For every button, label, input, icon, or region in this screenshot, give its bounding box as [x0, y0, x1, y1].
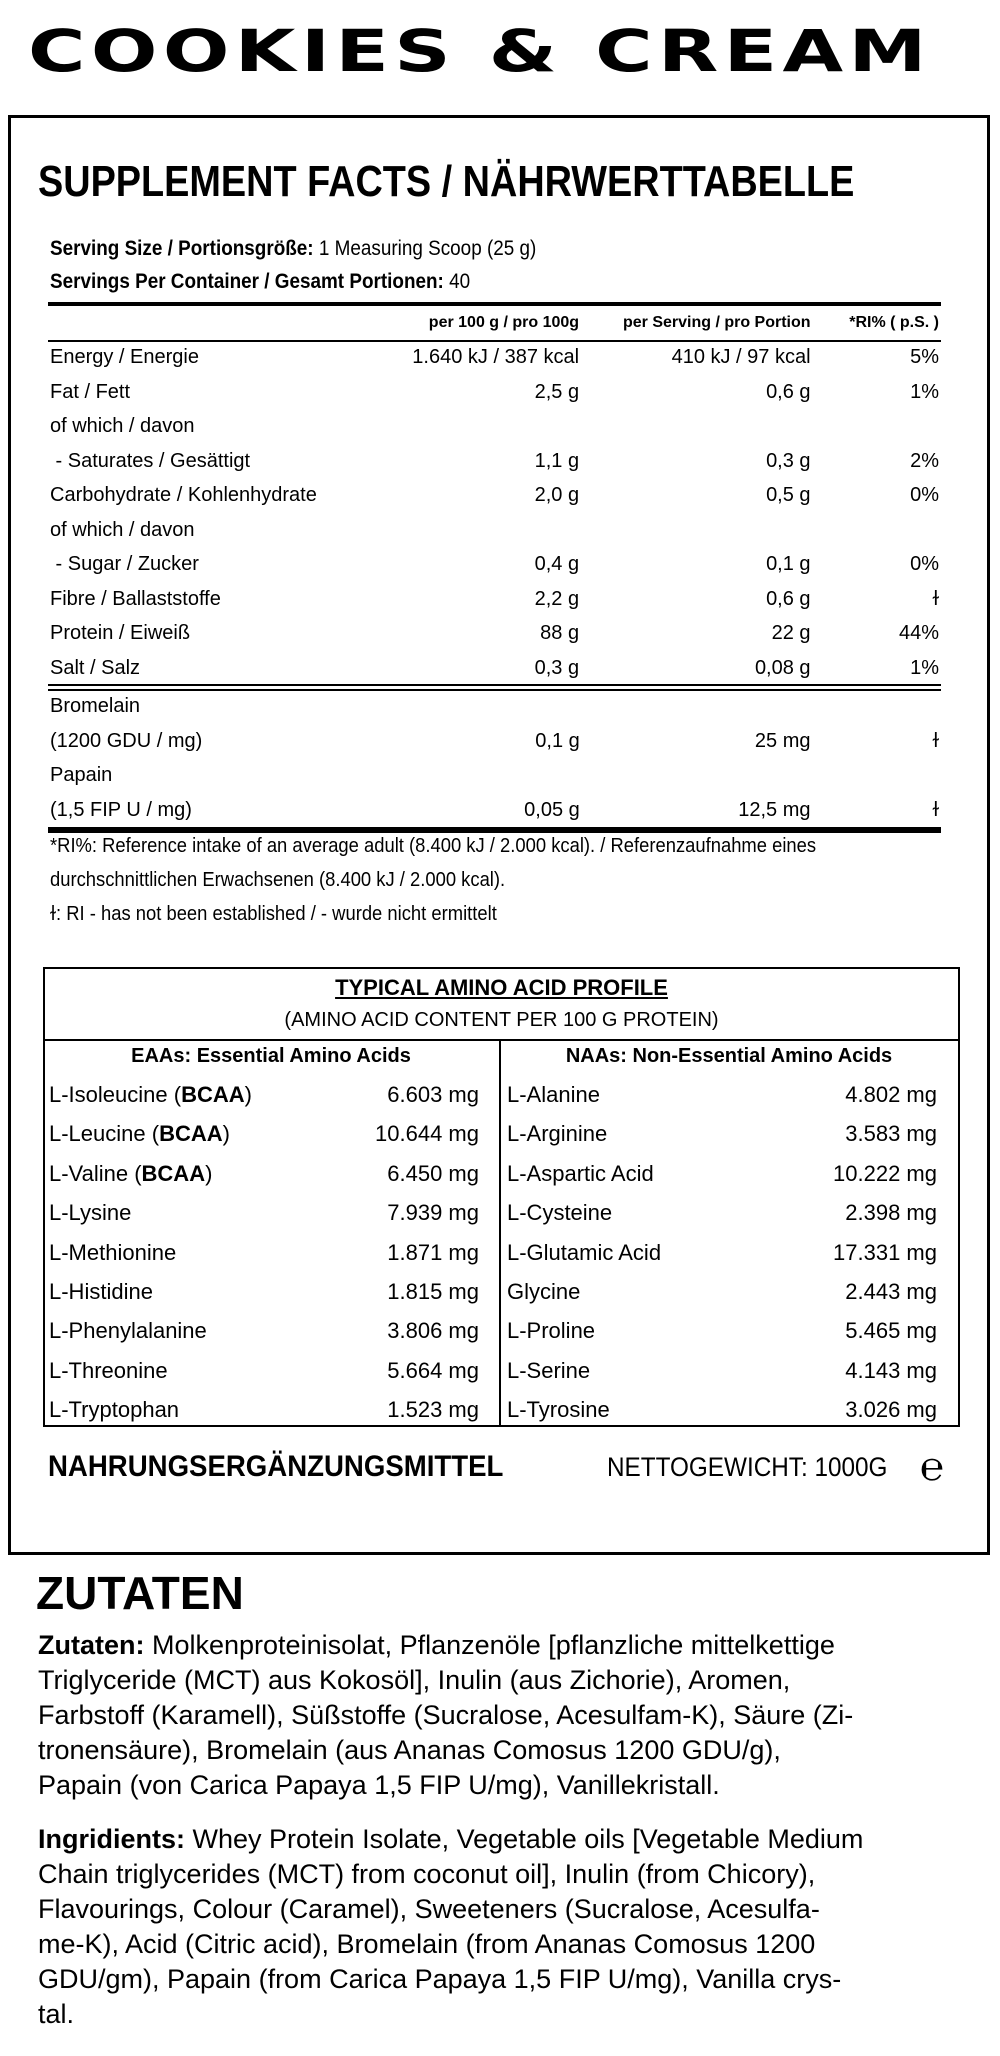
nutrition-cell: Fibre / Ballaststoffe [50, 587, 221, 610]
enzyme-cell: (1200 GDU / mg) [50, 729, 203, 752]
amino-acid-label: L-Tryptophan [49, 1397, 180, 1423]
amino-acid-value: 2.443 mg [845, 1278, 937, 1304]
nutrition-row [48, 616, 941, 651]
amino-acid-value: 6.603 mg [387, 1082, 479, 1107]
servings-per-container-value: 40 [443, 270, 471, 293]
nutrition-cell: 1.640 kJ / 387 kcal [412, 346, 580, 368]
nutrition-cell: Energy / Energie [50, 346, 199, 368]
nutrition-table [48, 305, 941, 685]
amino-acid-value: 2.398 mg [845, 1200, 937, 1226]
amino-acid-paren: ) [222, 1121, 230, 1147]
nutrition-row [48, 478, 941, 513]
amino-acid-row [45, 1351, 487, 1390]
amino-acid-row [503, 1154, 945, 1193]
enzyme-cell [814, 689, 941, 724]
enzyme-cell [347, 758, 584, 793]
nutrition-cell: 0,3 g [534, 656, 580, 679]
amino-acid-label: L-Histidine [49, 1278, 153, 1304]
ingredients-line: Chain triglycerides (MCT) from coconut oil], Inulin (from Chicory), [38, 1859, 816, 1889]
amino-acid-name [45, 1390, 179, 1429]
nutrition-header: per Serving / pro Portion [622, 314, 811, 331]
nutrition-cell [349, 513, 583, 548]
enzyme-cell [584, 689, 815, 724]
ingredients-line: Farbstoff (Karamell), Süßstoffe (Sucralose, Acesulfam-K), Säure (Zi- [38, 1700, 854, 1730]
amino-acid-label: L-Arginine [507, 1121, 608, 1147]
amino-acid-name [503, 1193, 612, 1232]
amino-acid-name [503, 1075, 600, 1114]
enzyme-cell [584, 758, 815, 793]
nutrition-cell: 22 g [771, 622, 811, 644]
amino-acid-value: 10.644 mg [375, 1121, 479, 1147]
amino-acid-name [503, 1351, 590, 1390]
enzyme-cell: 12,5 mg [738, 798, 811, 821]
ingredients-line: GDU/gm), Papain (from Carica Papaya 1,5 FIP U/mg), Vanilla crys- [38, 1964, 842, 1994]
amino-acid-label: L-Leucine ( [49, 1121, 160, 1147]
nutrition-cell: 0,3 g [766, 449, 811, 472]
nutrition-cell: Carbohydrate / Kohlenhydrate [50, 484, 317, 506]
bcaa-tag: BCAA [159, 1121, 223, 1147]
enzyme-row [48, 724, 941, 759]
nutrition-row [48, 340, 941, 375]
nutrition-cell: 2% [910, 449, 939, 472]
bcaa-tag: BCAA [181, 1082, 245, 1107]
nutrition-row [48, 547, 941, 582]
amino-acid-value: 7.939 mg [387, 1200, 479, 1226]
amino-acid-label: L-Lysine [49, 1200, 132, 1226]
nutrition-cell: 0% [910, 553, 939, 575]
estimated-sign-icon: ℮ [920, 1444, 945, 1490]
nutrition-row [48, 375, 941, 410]
nutrition-cell: 2,0 g [534, 484, 580, 506]
enzyme-cell: 0,05 g [524, 798, 580, 821]
nutrition-row [48, 651, 941, 686]
amino-acid-row [45, 1233, 487, 1272]
amino-acid-row [45, 1075, 487, 1114]
footnote-ri: *RI%: Reference intake of an average adult (8.400 kJ / 2.000 kcal). / Referenzaufnahme eines [50, 835, 817, 857]
nutrition-cell: - Sugar / Zucker [50, 553, 199, 575]
nutrition-cell [815, 409, 941, 444]
amino-acid-label: L-Threonine [49, 1357, 168, 1383]
amino-acid-paren: ) [244, 1082, 252, 1107]
product-title: COOKIES & CREAM [28, 17, 932, 85]
amino-acid-label: L-Aspartic Acid [507, 1160, 654, 1186]
nutrition-row [48, 409, 941, 444]
nutrition-cell: 0,4 g [534, 553, 580, 575]
amino-acid-label: L-Tyrosine [507, 1397, 610, 1423]
naa-list [503, 1075, 945, 1430]
nutrition-cell: 410 kJ / 97 kcal [671, 346, 811, 368]
nutrition-cell: 2,5 g [534, 380, 580, 403]
nutrition-cell: 0,6 g [766, 380, 811, 403]
amino-acid-row [45, 1193, 487, 1232]
nutrition-cell: 1% [910, 380, 939, 403]
nutrition-cell: 0,1 g [766, 553, 811, 575]
nutrition-cell: 0% [910, 484, 939, 506]
nutrition-row [48, 444, 941, 479]
enzyme-cell: ɫ [932, 798, 939, 821]
amino-acid-name [503, 1311, 595, 1350]
ingredients-line: tronensäure), Bromelain (aus Ananas Comosus 1200 GDU/g), [38, 1735, 781, 1765]
ingredients-line: Papain (von Carica Papaya 1,5 FIP U/mg), Vanillekristall. [38, 1770, 720, 1800]
nutrition-cell: of which / davon [50, 518, 195, 541]
amino-acid-label: L-Valine ( [49, 1160, 142, 1186]
amino-acid-name [45, 1311, 207, 1350]
ingredients-line: Triglyceride (MCT) aus Kokosöl], Inulin (aus Zichorie), Aromen, [38, 1665, 791, 1695]
amino-acid-name [45, 1193, 131, 1232]
amino-acid-row [503, 1114, 945, 1153]
serving-size [50, 237, 536, 261]
amino-acid-row [503, 1233, 945, 1272]
amino-acid-label: L-Proline [507, 1318, 596, 1344]
amino-acid-name [503, 1154, 654, 1193]
eaa-list [45, 1075, 487, 1430]
ingredients-label: Ingridients: [38, 1824, 185, 1854]
enzyme-cell: 0,1 g [535, 729, 580, 752]
nutrition-cell: Salt / Salz [50, 656, 141, 679]
amino-acid-value: 4.802 mg [845, 1082, 937, 1107]
enzyme-row [48, 689, 941, 724]
nutrition-cell: 88 g [540, 622, 580, 644]
amino-divider [43, 1039, 960, 1041]
nutrition-cell: 1,1 g [534, 449, 580, 472]
amino-acid-label: L-Cysteine [507, 1200, 613, 1226]
bcaa-tag: BCAA [141, 1160, 206, 1186]
amino-acid-value: 1.871 mg [387, 1239, 479, 1265]
amino-acid-name [45, 1233, 176, 1272]
amino-acid-name [45, 1351, 168, 1390]
nutrition-header: *RI% ( p.S. ) [849, 314, 939, 331]
amino-acid-value: 3.583 mg [845, 1121, 937, 1147]
naa-header: NAAs: Non-Essential Amino Acids [565, 1045, 893, 1067]
amino-acid-row [45, 1154, 487, 1193]
nutrition-cell: 0,08 g [754, 656, 811, 679]
amino-acid-value: 17.331 mg [833, 1239, 937, 1265]
amino-acid-name [503, 1233, 661, 1272]
amino-title: TYPICAL AMINO ACID PROFILE [335, 975, 668, 1000]
serving-size-value: 1 Measuring Scoop (25 g) [313, 237, 537, 260]
enzyme-cell: (1,5 FIP U / mg) [50, 798, 192, 821]
nutrition-cell [815, 513, 941, 548]
amino-acid-row [45, 1114, 487, 1153]
amino-acid-row [45, 1311, 487, 1350]
ingredients-line: me-K), Acid (Citric acid), Bromelain (from Ananas Comosus 1200 [38, 1929, 816, 1959]
amino-acid-row [503, 1311, 945, 1350]
enzyme-cell: ɫ [932, 729, 939, 752]
footnote-not-established: ɫ: RI - has not been established / - wurde nicht ermittelt [50, 903, 497, 925]
amino-acid-label: L-Glutamic Acid [507, 1239, 662, 1265]
amino-acid-value: 3.026 mg [845, 1397, 937, 1423]
nutrition-cell: of which / davon [50, 415, 195, 437]
nutrition-cell: Fat / Fett [50, 380, 131, 403]
nutrition-cell: 5% [910, 346, 939, 368]
ingredients-line: Whey Protein Isolate, Vegetable oils [Vegetable Medium [185, 1824, 864, 1854]
net-weight: NETTOGEWICHT: 1000G [607, 1452, 888, 1482]
nutrition-row [48, 582, 941, 617]
servings-per-container [50, 270, 470, 294]
amino-acid-label: L-Serine [507, 1357, 591, 1383]
nutrition-cell: 44% [898, 622, 939, 644]
amino-acid-value: 10.222 mg [833, 1160, 937, 1186]
amino-acid-label: Glycine [507, 1278, 581, 1304]
footnote-ri-cont: durchschnittlichen Erwachsenen (8.400 kJ / 2.000 kcal). [50, 869, 506, 891]
nutrition-cell [583, 409, 814, 444]
nutrition-cell: 0,6 g [766, 587, 811, 610]
amino-acid-name [503, 1272, 580, 1311]
amino-acid-name [503, 1390, 610, 1429]
amino-acid-row [503, 1075, 945, 1114]
amino-acid-value: 4.143 mg [845, 1357, 937, 1383]
nutrition-cell: Protein / Eiweiß [50, 622, 191, 644]
nutrition-cell: 1% [910, 656, 939, 679]
amino-acid-name [45, 1154, 212, 1193]
ingredients-label: Zutaten: [38, 1630, 145, 1660]
serving-size-label: Serving Size / Portionsgröße: [50, 237, 314, 260]
supplement-label: NAHRUNGSERGÄNZUNGSMITTEL [48, 1450, 504, 1483]
ingredients-line: Molkenproteinisolat, Pflanzenöle [pflanzliche mittelkettige [144, 1630, 835, 1660]
eaa-header: EAAs: Essential Amino Acids [131, 1045, 411, 1067]
enzyme-cell [814, 758, 941, 793]
amino-subtitle: (AMINO ACID CONTENT PER 100 G PROTEIN) [284, 1009, 719, 1031]
amino-acid-name [45, 1114, 230, 1153]
amino-acid-row [45, 1272, 487, 1311]
ingredients-german [38, 1628, 968, 1803]
enzyme-cell [347, 689, 584, 724]
nutrition-row [48, 513, 941, 548]
zutaten-heading: ZUTATEN [36, 1567, 244, 1619]
enzyme-cell: Bromelain [50, 695, 141, 717]
nutrition-header [48, 305, 349, 340]
amino-acid-row [503, 1390, 945, 1429]
amino-acid-value: 3.806 mg [387, 1318, 479, 1344]
amino-acid-name [45, 1272, 153, 1311]
nutrition-cell: ɫ [932, 587, 939, 610]
amino-acid-value: 6.450 mg [387, 1160, 479, 1186]
ingredients-english [38, 1822, 968, 2032]
enzyme-cell: Papain [50, 764, 113, 786]
servings-per-container-label: Servings Per Container / Gesamt Portionen: [50, 270, 444, 293]
nutrition-cell: 2,2 g [534, 587, 580, 610]
amino-acid-value: 1.815 mg [387, 1278, 479, 1304]
ingredients-line: Flavourings, Colour (Caramel), Sweeteners (Sucralose, Acesulfa- [38, 1894, 820, 1924]
amino-acid-paren: ) [205, 1160, 213, 1186]
enzyme-cell: 25 mg [754, 729, 811, 752]
nutrition-cell: - Saturates / Gesättigt [50, 449, 251, 472]
amino-acid-row [503, 1351, 945, 1390]
amino-acid-value: 5.465 mg [845, 1318, 937, 1344]
amino-acid-value: 1.523 mg [387, 1397, 479, 1423]
amino-acid-label: L-Alanine [507, 1082, 600, 1107]
enzyme-table [48, 689, 941, 827]
enzyme-row [48, 793, 941, 828]
amino-acid-label: L-Isoleucine ( [49, 1082, 182, 1107]
nutrition-header: per 100 g / pro 100g [428, 314, 580, 331]
nutrition-header-row [48, 305, 941, 340]
enzyme-row [48, 758, 941, 793]
amino-acid-value: 5.664 mg [387, 1357, 479, 1383]
divider-double-top [48, 684, 941, 686]
facts-heading: SUPPLEMENT FACTS / NÄHRWERTTABELLE [38, 157, 855, 206]
amino-acid-name [503, 1114, 607, 1153]
nutrition-cell [583, 513, 814, 548]
amino-column-divider [499, 1039, 501, 1427]
amino-acid-row [503, 1193, 945, 1232]
ingredients-line: tal. [38, 1999, 75, 2029]
nutrition-cell: 0,5 g [766, 484, 811, 506]
amino-acid-label: L-Methionine [49, 1239, 177, 1265]
amino-acid-row [45, 1390, 487, 1429]
nutrition-cell [349, 409, 583, 444]
amino-acid-label: L-Phenylalanine [49, 1318, 207, 1344]
amino-acid-row [503, 1272, 945, 1311]
amino-acid-name [45, 1075, 252, 1114]
